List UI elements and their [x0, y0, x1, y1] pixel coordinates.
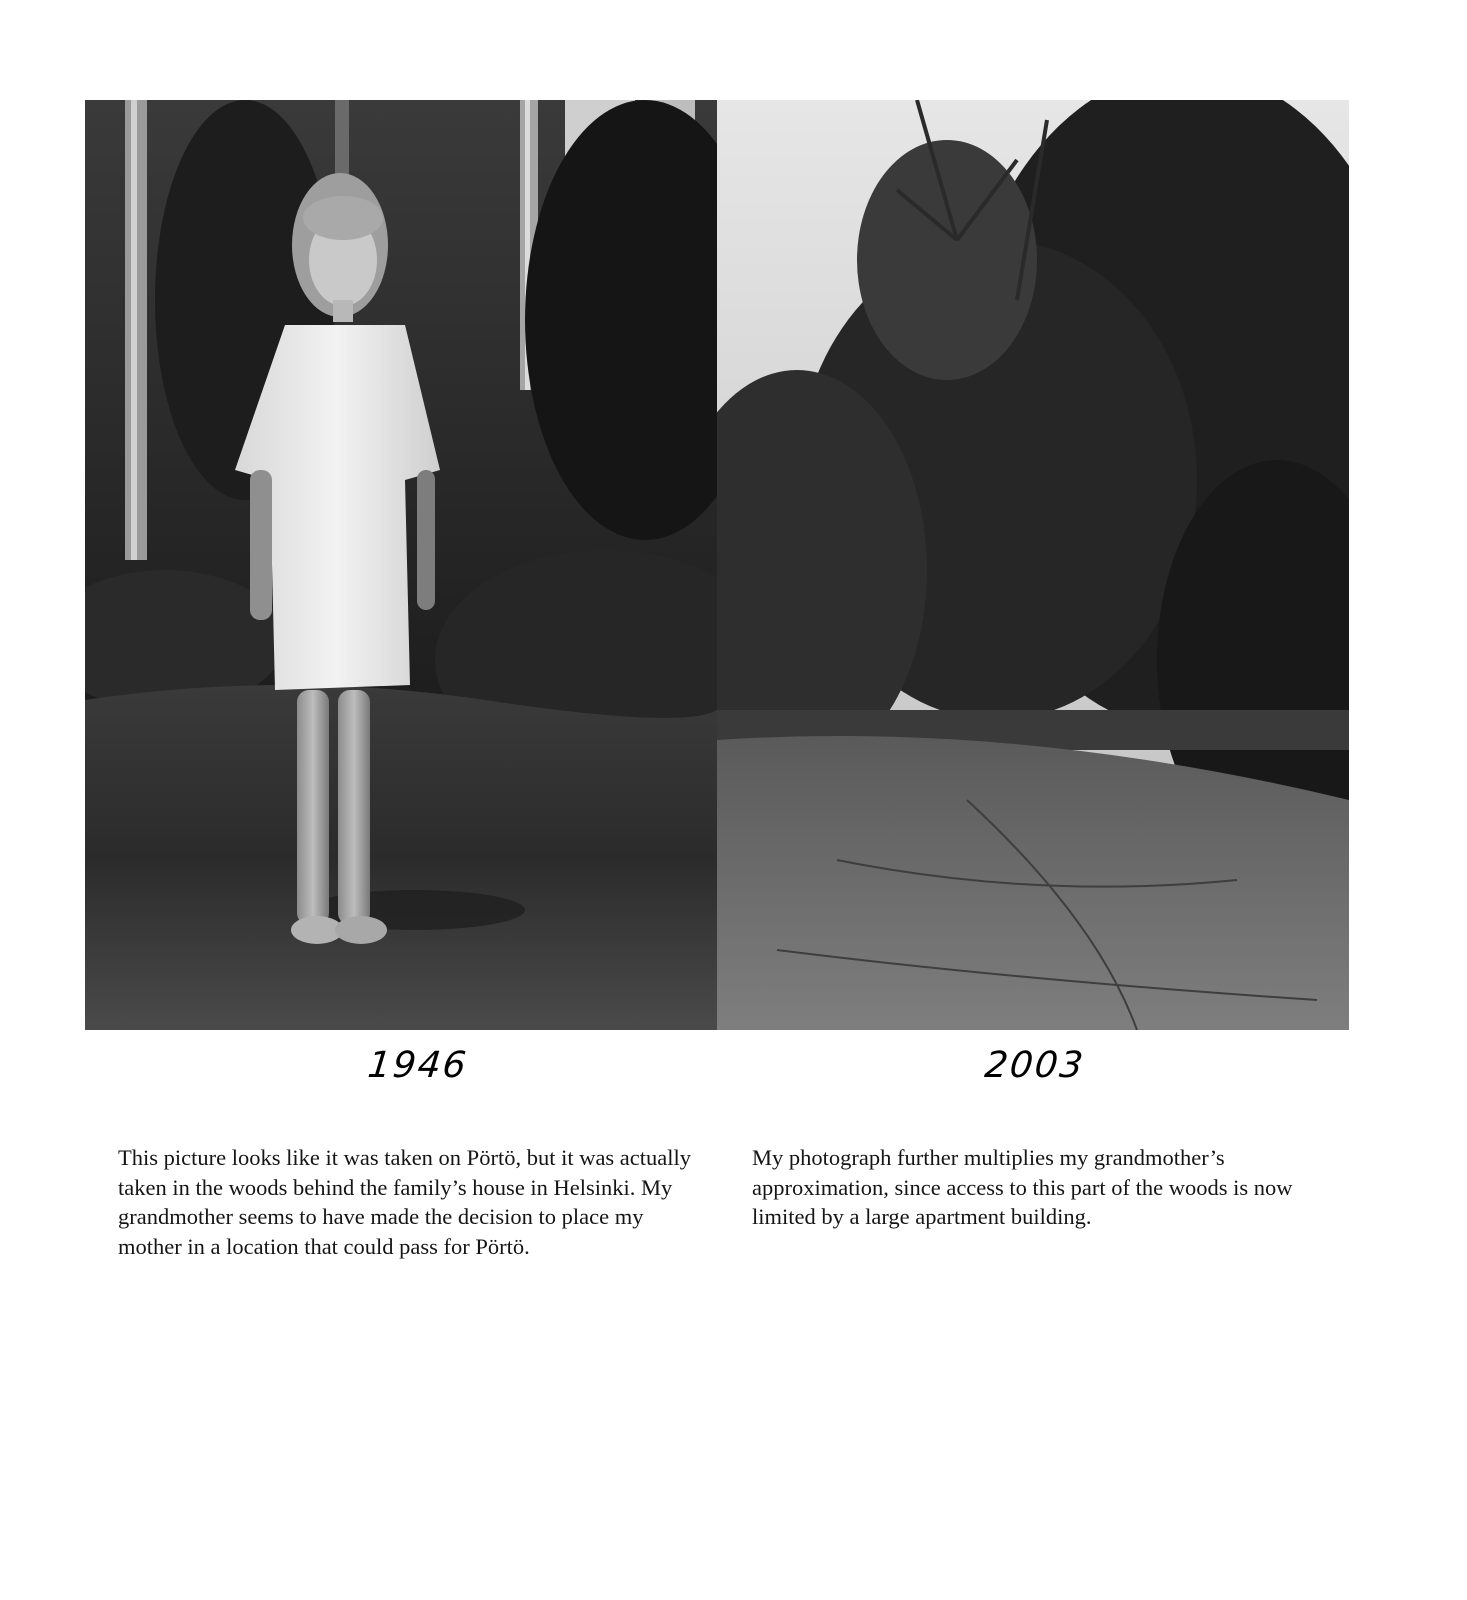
- caption-2003: My photograph further multiplies my grandmother’s approximation, since access to this part of the woods is now limited by a large apartment building.: [752, 1145, 1293, 1229]
- year-label-1946: 1946: [365, 1045, 470, 1086]
- photo-1946: [85, 100, 717, 1030]
- year-label-2003: 2003: [982, 1045, 1087, 1086]
- photo-2003: [717, 100, 1349, 1030]
- photo-2003-image: [717, 100, 1349, 1030]
- caption-1946: This picture looks like it was taken on Pörtö, but it was actually taken in the woods behind the family’s house in Helsinki. My grandmother seems to have made the decision to place my mother in a location that could pass for Pörtö.: [118, 1145, 692, 1259]
- photo-1946-image: [85, 100, 717, 1030]
